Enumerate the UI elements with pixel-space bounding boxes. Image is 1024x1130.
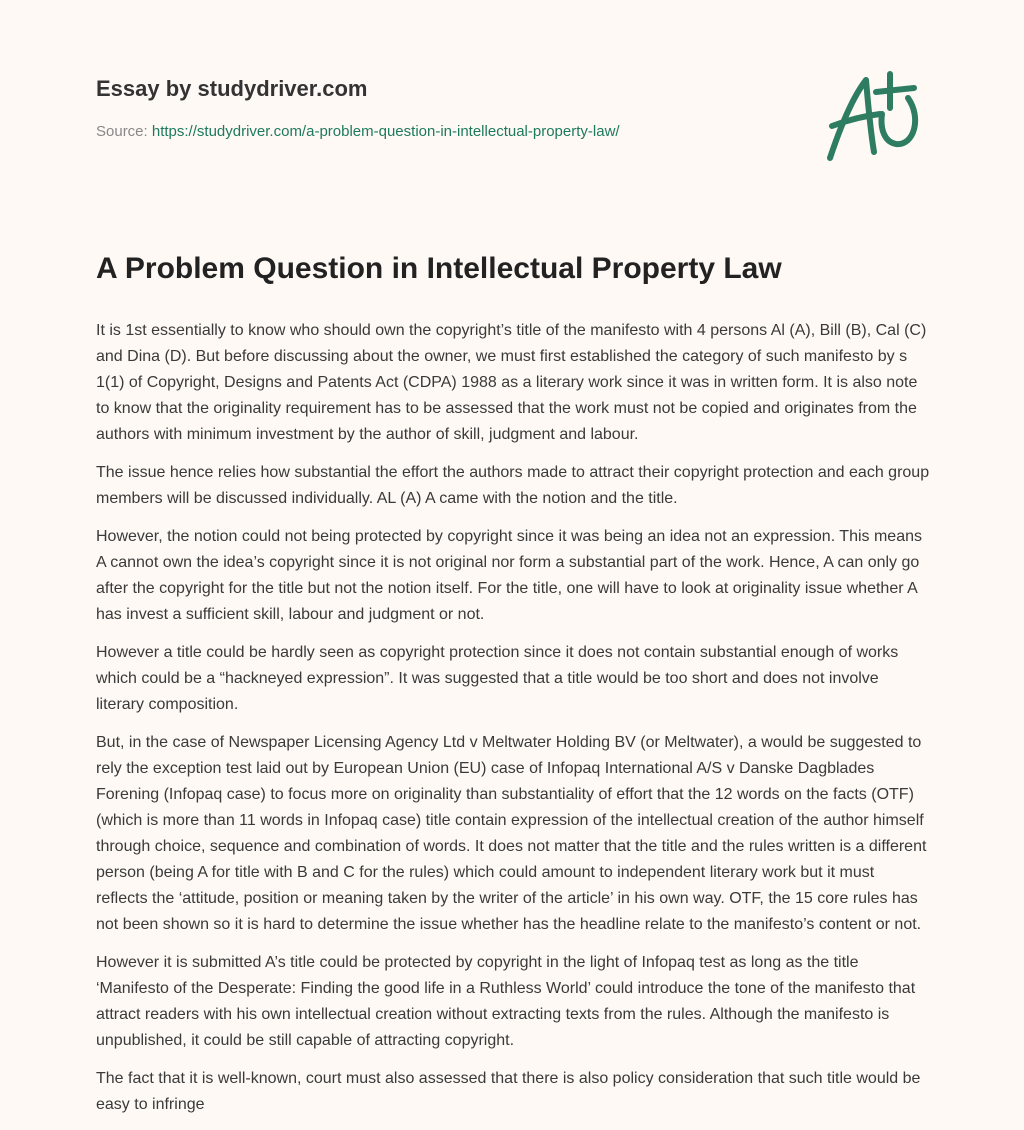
- paragraph: However, the notion could not being protected by copyright since it was being an idea not an expression. This means A cannot own the idea’s copyright since it is not original nor form a substantial part of the work. Hence, A can only go after the copyright for the title but not the notion itself. For the title, one will have to look at originality issue whether A has invest a sufficient skill, labour and judgment or not.: [96, 528, 922, 623]
- article-title: A Problem Question in Intellectual Property Law: [96, 252, 782, 285]
- site-title: Essay by studydriver.com: [96, 76, 368, 101]
- paragraph: It is 1st essentially to know who should own the copyright’s title of the manifesto with 4 persons Al (A), Bill (B), Cal (C) and Dina (D). But before discussing about the owner, we must first established the category of such manifesto by s 1(1) of Copyright, Designs and Patents Act (CDPA) 1988 as a literary work since it was in written form. It is also note to know that the originality requirement has to be assessed that the work must not be copied and originates from the authors with minimum investment by the author of skill, judgment and labour.: [96, 322, 927, 443]
- paragraph: However it is submitted A’s title could be protected by copyright in the light of Infopaq test as long as the title ‘Manifesto of the Desperate: Finding the good life in a Ruthless World’ could introduce the tone of the manifesto that attract readers with his own intellectual creation without extracting texts from the rules. Although the manifesto is unpublished, it could be still capable of attracting copyright.: [96, 954, 916, 1049]
- a-plus-logo-icon: [818, 68, 930, 164]
- source-link[interactable]: https://studydriver.com/a-problem-question-in-intellectual-property-law/: [151, 123, 620, 140]
- source-line: [96, 123, 620, 140]
- article-body: [96, 318, 930, 1130]
- paragraph: The issue hence relies how substantial the effort the authors made to attract their copyright protection and each group members will be discussed individually. AL (A) A came with the notion and the title.: [96, 464, 930, 507]
- source-label: Source:: [96, 123, 148, 140]
- paragraph: But, in the case of Newspaper Licensing Agency Ltd v Meltwater Holding BV (or Meltwater), a would be suggested to rely the exception test laid out by European Union (EU) case of Infopaq International A/S v Danske Dagblades Forening (Infopaq case) to focus more on originality than substantiality of effort that the 12 words on the facts (OTF) (which is more than 11 words in Infopaq case) title contain expression of the intellectual creation of the author himself through choice, sequence and combination of words. It does not matter that the title and the rules written is a different person (being A for title with B and C for the rules) which could amount to independent literary work but it must reflects the ‘attitude, position or meaning taken by the writer of the article’ in his own way. OTF, the 15 core rules has not been shown so it is hard to determine the issue whether has the headline relate to the manifesto’s content or not.: [96, 734, 927, 933]
- paragraph: The fact that it is well-known, court must also assessed that there is also policy consideration that such title would be easy to infringe: [96, 1070, 921, 1113]
- paragraph: However a title could be hardly seen as copyright protection since it does not contain substantial enough of works which could be a “hackneyed expression”. It was suggested that a title would be too short and does not involve literary composition.: [96, 644, 899, 713]
